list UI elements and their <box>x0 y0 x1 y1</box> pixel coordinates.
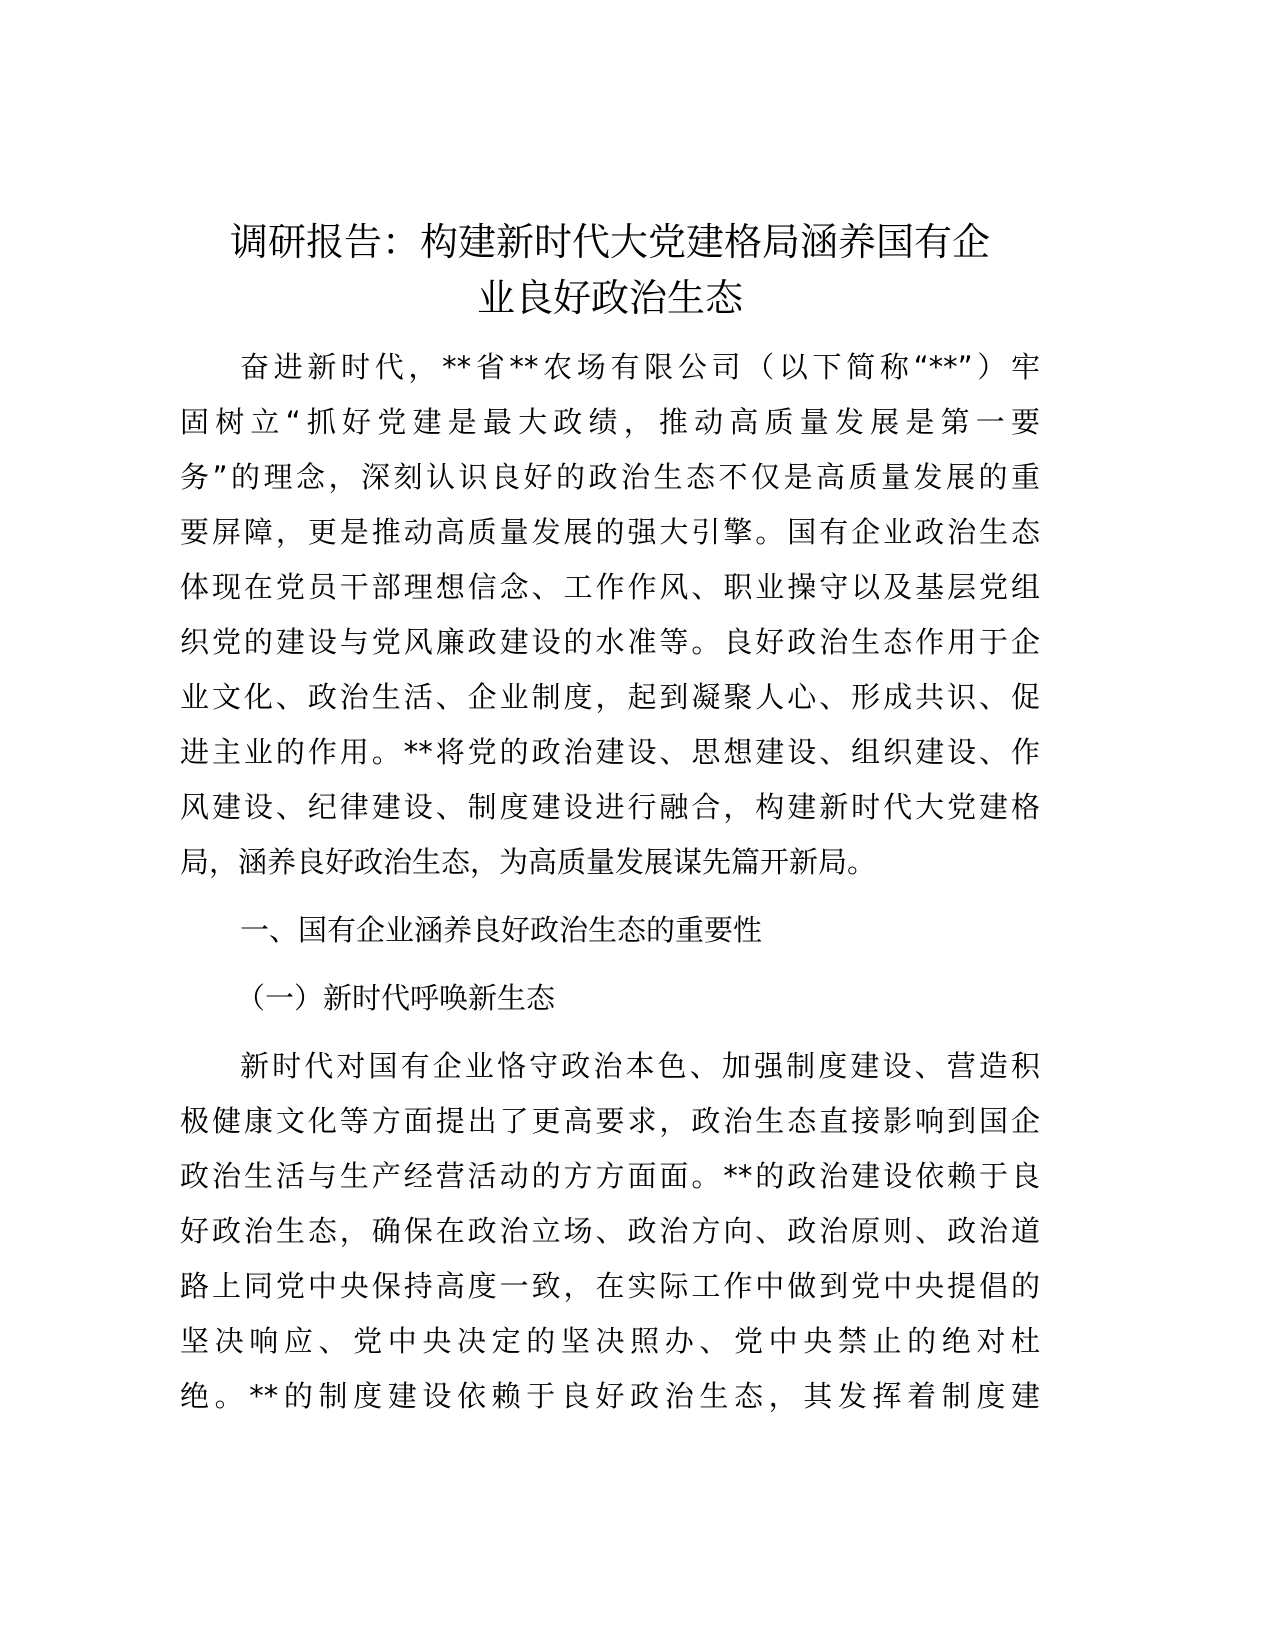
paragraph-2-line-4: 好政治生态，确保在政治立场、政治方向、政治原则、政治道 <box>180 1214 1040 1248</box>
paragraph-1-line-4: 要屏障，更是推动高质量发展的强大引擎。国有企业政治生态 <box>180 515 1040 549</box>
paragraph-1-line-5: 体现在党员干部理想信念、工作作风、职业操守以及基层党组 <box>180 570 1040 604</box>
paragraph-1-line-8: 进主业的作用。**将党的政治建设、思想建设、组织建设、作 <box>180 735 1040 769</box>
document-title <box>180 214 1040 326</box>
paragraph-2-line-6: 坚决响应、党中央决定的坚决照办、党中央禁止的绝对杜 <box>180 1324 1040 1358</box>
paragraph-1-line-9: 风建设、纪律建设、制度建设进行融合，构建新时代大党建格 <box>180 790 1040 824</box>
paragraph-2-line-2: 极健康文化等方面提出了更高要求，政治生态直接影响到国企 <box>180 1104 1040 1138</box>
title-line-1: 调研报告：构建新时代大党建格局涵养国有企 <box>229 220 990 264</box>
section-heading-1: 一、国有企业涵养良好政治生态的重要性 <box>240 913 763 947</box>
paragraph-1-line-2: 固树立“抓好党建是最大政绩，推动高质量发展是第一要 <box>180 405 1040 439</box>
title-line-2: 业良好政治生态 <box>476 276 743 320</box>
subsection-heading-1: （一）新时代呼唤新生态 <box>236 981 556 1015</box>
paragraph-1-line-7: 业文化、政治生活、企业制度，起到凝聚人心、形成共识、促 <box>180 680 1040 714</box>
paragraph-1-line-3: 务”的理念，深刻认识良好的政治生态不仅是高质量发展的重 <box>180 460 1040 494</box>
paragraph-2-line-5: 路上同党中央保持高度一致，在实际工作中做到党中央提倡的 <box>180 1269 1040 1303</box>
paragraph-1-line-10: 局，涵养良好政治生态，为高质量发展谋先篇开新局。 <box>180 845 877 879</box>
paragraph-1-line-1: 奋进新时代，**省**农场有限公司（以下简称“**”）牢 <box>240 350 1040 384</box>
paragraph-2-line-7: 绝。**的制度建设依赖于良好政治生态，其发挥着制度建 <box>180 1379 1040 1413</box>
paragraph-1-line-6: 织党的建设与党风廉政建设的水准等。良好政治生态作用于企 <box>180 625 1040 659</box>
paragraph-2-line-3: 政治生活与生产经营活动的方方面面。**的政治建设依赖于良 <box>180 1159 1040 1193</box>
paragraph-2-line-1: 新时代对国有企业恪守政治本色、加强制度建设、营造积 <box>240 1049 1040 1083</box>
